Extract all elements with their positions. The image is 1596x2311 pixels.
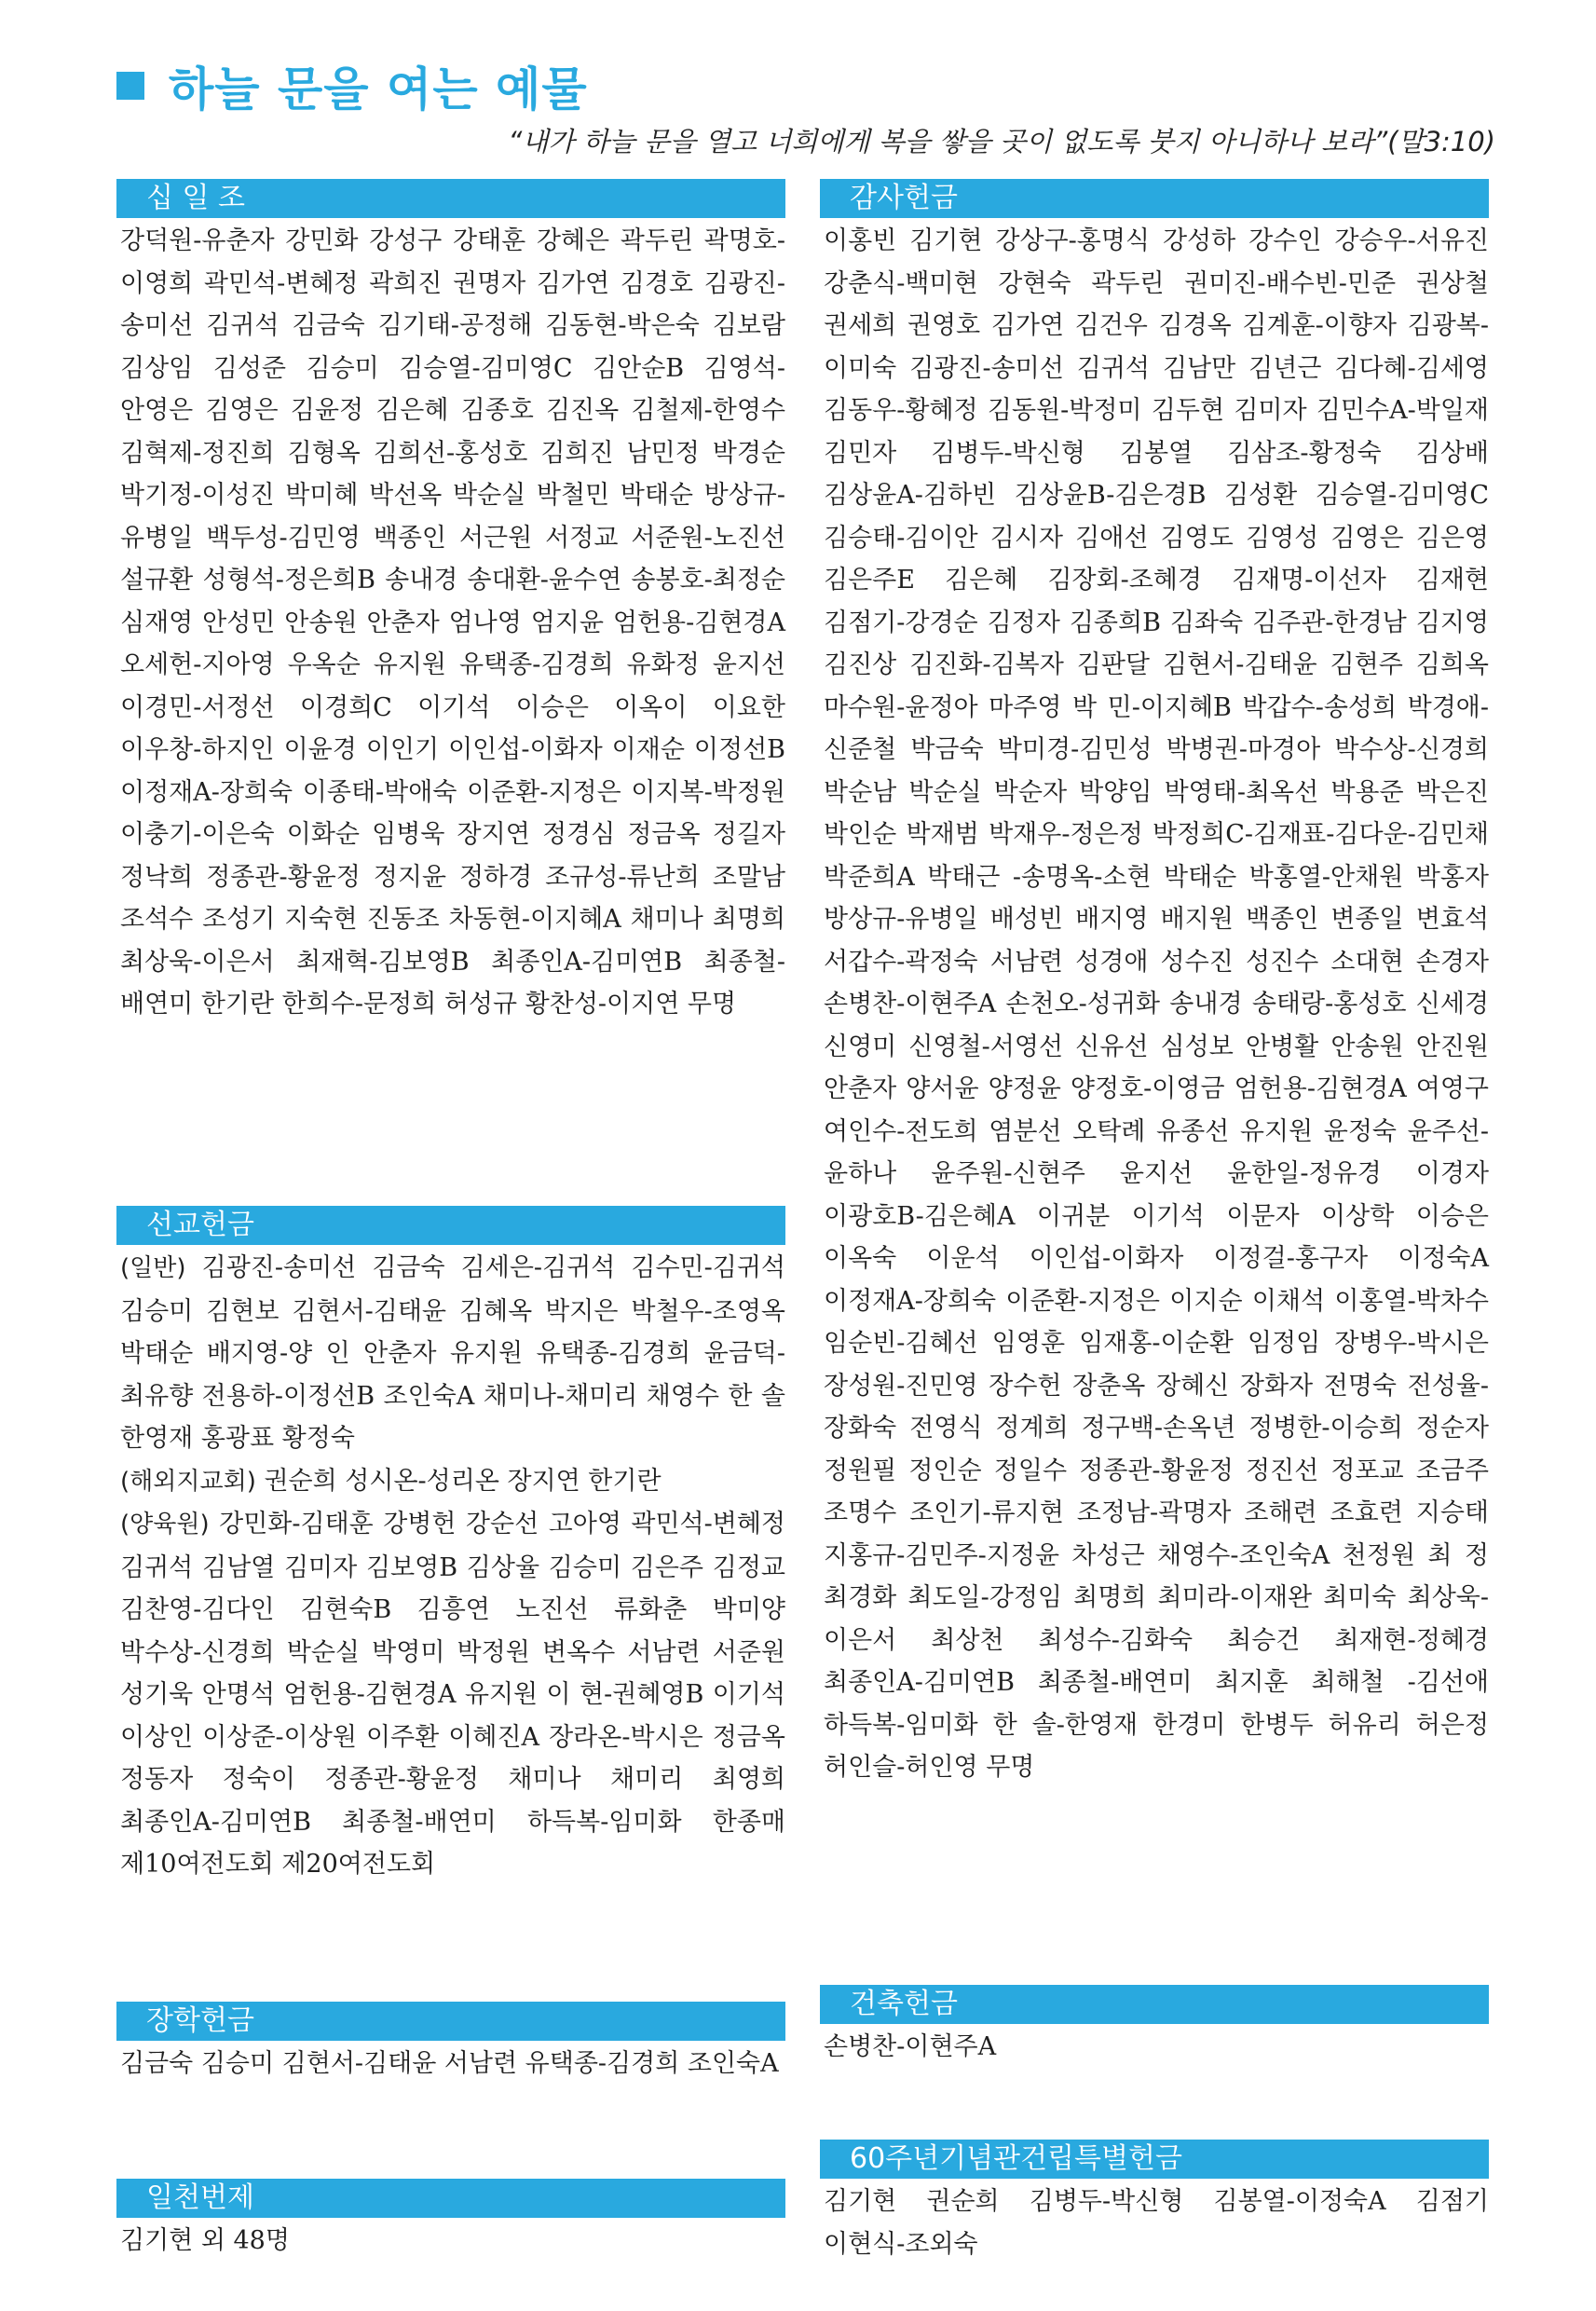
section-scholarship: [116, 2002, 785, 2085]
sub-text: 김광진-송미선 김금숙 김세은-김귀석 김수민-김귀석 김승미 김현보 김현서-김태윤 김혜옥 박지은 박철우-조영옥 박태순 배지영-양 인 안춘자 유지원 유택종-김경희 윤금덕-최유향 전용하-이정선B 조인숙A 채미나-채미리 채영수 한 솔 한영재 홍광표 황정숙: [120, 1253, 785, 1453]
mission-general: [120, 1247, 785, 1460]
section-ilcheon: [116, 2179, 785, 2263]
title-square-icon: [116, 72, 144, 100]
sub-text: 강민화-김태훈 강병헌 강순선 고아영 곽민석-변혜정 김귀석 김남열 김미자 김보영B 김상율 김승미 김은주 김정교 김찬영-김다인 김현숙B 김흥연 노진선 류화춘 박미양 박수상-신경희 박순실 박영미 박정원 변옥수 서남련 서준원 성기욱 안명석 엄헌용-김현경A 유지원 이 현-권혜영B 이기석 이상인 이상준-이상원 이주환 이혜진A 장라온-박시은 정금옥 정동자 정숙이 정종관-황윤정 채미나 채미리 최영희 최종인A-김미연B 최종철-배연미 하득복-임미화 한종매 제10여전도회 제20여전도회: [120, 1510, 785, 1879]
section-tithe: [116, 179, 785, 1026]
section-title: 60주년기념관건립특별헌금: [820, 2140, 1489, 2179]
section-title: 감사헌금: [820, 179, 1489, 218]
section-title: 건축헌금: [820, 1985, 1489, 2024]
sub-text: 권순희 성시온-성리온 장지연 한기란: [255, 1466, 662, 1496]
section-text: 김기현 외 48명: [120, 2226, 290, 2255]
mission-nursing: [120, 1503, 785, 1886]
section-text: 손병찬-이현주A: [824, 2032, 997, 2061]
sub-label: (일반): [120, 1254, 186, 1282]
section-anniversary: [820, 2140, 1489, 2265]
section-title: 십 일 조: [116, 179, 785, 218]
mission-overseas: [120, 1460, 785, 1504]
section-title: 선교헌금: [116, 1206, 785, 1245]
section-mission: [116, 1206, 785, 1886]
page-header: [116, 48, 1495, 157]
bible-verse: “내가 하늘 문을 열고 너희에게 복을 쌓을 곳이 없도록 붓지 아니하나 보라”(말3:10): [508, 126, 1495, 157]
section-thanks: [820, 179, 1489, 1789]
section-title: 장학헌금: [116, 2002, 785, 2041]
section-text: [116, 1247, 785, 1886]
section-building: [820, 1985, 1489, 2069]
section-text: 김기현 권순희 김병두-박신형 김봉열-이정숙A 김점기 이현식-조외숙: [824, 2187, 1489, 2259]
section-text: 강덕원-유춘자 강민화 강성구 강태훈 강혜은 곽두린 곽명호-이영희 곽민석-변혜정 곽희진 권명자 김가연 김경호 김광진-송미선 김귀석 김금숙 김기태-공정해 김동현-박은숙 김보람 김상임 김성준 김승미 김승열-김미영C 김안순B 김영석-안영은 김영은 김윤정 김은혜 김종호 김진옥 김철제-한영수 김혁제-정진희 김형옥 김희선-홍성호 김희진 남민정 박경순 박기정-이성진 박미혜 박선옥 박순실 박철민 박태순 방상규-유병일 백두성-김민영 백종인 서근원 서정교 서준원-노진선 설규환 성형석-정은희B 송내경 송대환-윤수연 송봉호-최정순 심재영 안성민 안송원 안춘자 엄나영 엄지윤 엄헌용-김현경A 오세헌-지아영 우옥순 유지원 유택종-김경희 유화정 윤지선 이경민-서정선 이경희C 이기석 이승은 이옥이 이요한 이우창-하지인 이윤경 이인기 이인섭-이화자 이재순 이정선B 이정재A-장희숙 이종태-박애숙 이준환-지정은 이지복-박정원 이충기-이은숙 이화순 임병욱 장지연 정경심 정금옥 정길자 정낙희 정종관-황윤정 정지윤 정하경 조규성-류난희 조말남 조석수 조성기 지숙현 진동조 차동현-이지혜A 채미나 최명희 최상욱-이은서 최재혁-김보영B 최종인A-김미연B 최종철-배연미 한기란 한희수-문정희 허성규 황찬성-이지연 무명: [120, 226, 785, 1019]
sub-label: (양육원): [120, 1511, 210, 1538]
page-title: [116, 48, 1495, 123]
section-title: 일천번제: [116, 2179, 785, 2218]
sub-label: (해외지교회): [120, 1467, 256, 1496]
section-text: 이홍빈 김기현 강상구-홍명식 강성하 강수인 강승우-서유진 강춘식-백미현 강현숙 곽두린 권미진-배수빈-민준 권상철 권세희 권영호 김가연 김건우 김경옥 김계훈-이향자 김광복-이미숙 김광진-송미선 김귀석 김남만 김년근 김다혜-김세영 김동우-황혜정 김동원-박정미 김두현 김미자 김민수A-박일재 김민자 김병두-박신형 김봉열 김삼조-황정숙 김상배 김상윤A-김하빈 김상윤B-김은경B 김성환 김승열-김미영C 김승태-김이안 김시자 김애선 김영도 김영성 김영은 김은영 김은주E 김은혜 김장회-조혜경 김재명-이선자 김재현 김점기-강경순 김정자 김종희B 김좌숙 김주관-한경남 김지영 김진상 김진화-김복자 김판달 김현서-김태윤 김현주 김희옥 마수원-윤정아 마주영 박 민-이지혜B 박갑수-송성희 박경애-신준철 박금숙 박미경-김민성 박병권-마경아 박수상-신경희 박순남 박순실 박순자 박양임 박영태-최옥선 박용준 박은진 박인순 박재범 박재우-정은정 박정희C-김재표-김다운-김민채 박준희A 박태근 -송명옥-소현 박태순 박홍열-안채원 박홍자 방상규-유병일 배성빈 배지영 배지원 백종인 변종일 변효석 서갑수-곽정숙 서남련 성경애 성수진 성진수 소대현 손경자 손병찬-이현주A 손천오-성귀화 송내경 송태랑-홍성호 신세경 신영미 신영철-서영선 신유선 심성보 안병활 안송원 안진원 안춘자 양서윤 양정윤 양정호-이영금 엄헌용-김현경A 여영구 여인수-전도희 염분선 오탁례 유종선 유지원 윤정숙 윤주선-윤하나 윤주원-신현주 윤지선 윤한일-정유경 이경자 이광호B-김은혜A 이귀분 이기석 이문자 이상학 이승은 이옥숙 이운석 이인섭-이화자 이정걸-홍구자 이정숙A 이정재A-장희숙 이준환-지정은 이지순 이채석 이홍열-박차수 임순빈-김혜선 임영훈 임재홍-이순환 임정임 장병우-박시은 장성원-진민영 장수헌 장춘옥 장혜신 장화자 전명숙 전성율-장화숙 전영식 정계희 정구백-손옥년 정병한-이승희 정순자 정원필 정인순 정일수 정종관-황윤정 정진선 정포교 조금주 조명수 조인기-류지현 조정남-곽명자 조해련 조효련 지승태 지홍규-김민주-지정윤 차성근 채영수-조인숙A 천정원 최 정 최경화 최도일-강정임 최명희 최미라-이재완 최미숙 최상욱-이은서 최상천 최성수-김화숙 최승건 최재현-정혜경 최종인A-김미연B 최종철-배연미 최지훈 최해철 -김선애 하득복-임미화 한 솔-한영재 한경미 한병두 허유리 허은정 허인슬-허인영 무명: [824, 226, 1489, 1782]
section-text: 김금숙 김승미 김현서-김태윤 서남련 유택종-김경희 조인숙A: [120, 2049, 779, 2078]
page-title-text: 하늘 문을 여는 예물: [169, 62, 588, 116]
